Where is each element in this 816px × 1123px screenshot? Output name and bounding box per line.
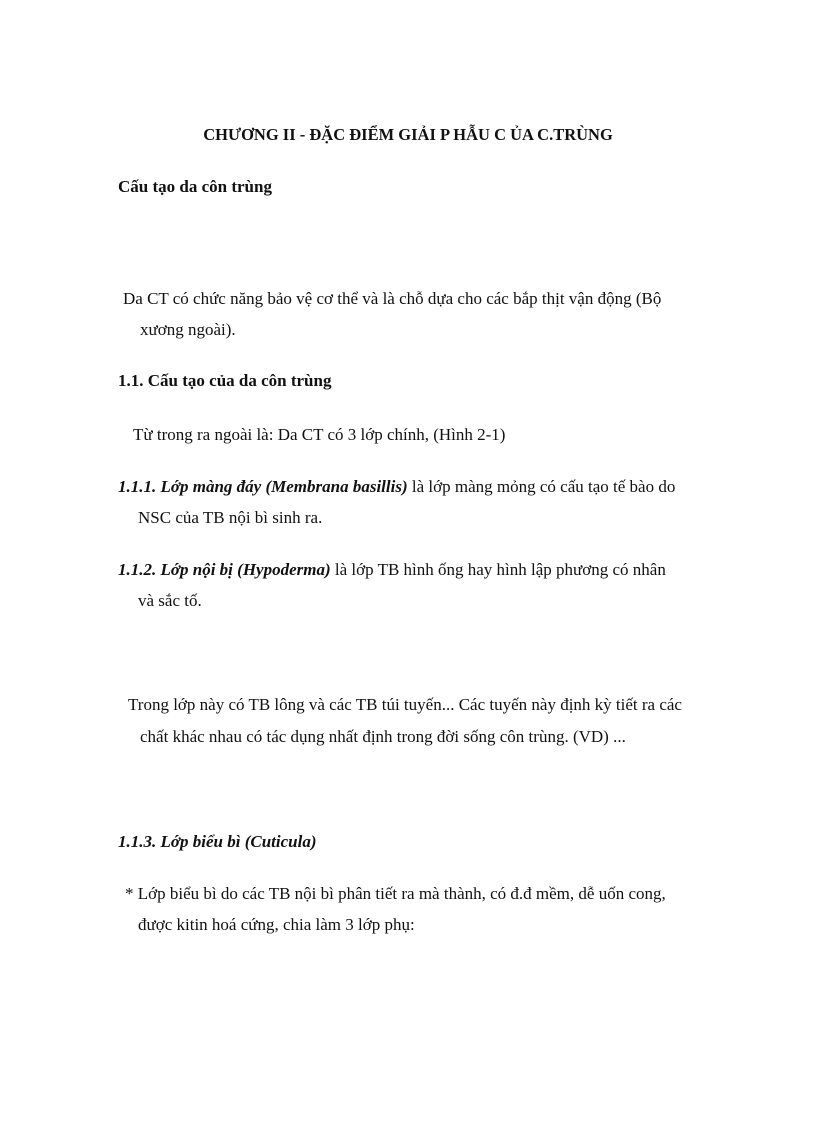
paragraph-1-1-2-line-1	[118, 559, 666, 581]
chapter-title: CHƯƠNG II - ĐẶC ĐIỂM GIẢI P HẪU C ỦA C.TRÙNG	[203, 125, 613, 144]
cuticula-paragraph-line-2: được kitin hoá cứng, chia làm 3 lớp phụ:	[138, 915, 415, 934]
heading-1-1-2: 1.1.2. Lớp nội bị (Hypoderma)	[118, 560, 331, 579]
paragraph-1-1-1-line-1	[118, 476, 675, 498]
text-1-1-2-rest: là lớp TB hình ống hay hình lập phương có nhân	[330, 560, 666, 579]
paragraph-1-1-2-line-2: và sắc tố.	[138, 591, 202, 610]
gland-paragraph-line-1: Trong lớp này có TB lông và các TB túi tuyến... Các tuyến này định kỳ tiết ra các	[128, 695, 682, 714]
heading-1-1-3: 1.1.3. Lớp biểu bì (Cuticula)	[118, 832, 317, 851]
section-heading: Cấu tạo da côn trùng	[118, 177, 272, 196]
heading-1-1: 1.1. Cấu tạo của da côn trùng	[118, 371, 332, 390]
paragraph-1-1-1-line-2: NSC của TB nội bì sinh ra.	[138, 508, 323, 527]
gland-paragraph-line-2: chất khác nhau có tác dụng nhất định trong đời sống côn trùng. (VD) ...	[140, 727, 626, 746]
cuticula-paragraph-line-1: * Lớp biểu bì do các TB nội bì phân tiết ra mà thành, có đ.đ mềm, dễ uốn cong,	[125, 884, 666, 903]
text-1-1: Từ trong ra ngoài là: Da CT có 3 lớp chính, (Hình 2-1)	[133, 425, 506, 444]
intro-line-2: xương ngoài).	[140, 320, 236, 339]
heading-1-1-1: 1.1.1. Lớp màng đáy (Membrana basillis)	[118, 477, 408, 496]
text-1-1-1-rest: là lớp màng mỏng có cấu tạo tế bào do	[407, 477, 676, 496]
intro-line-1: Da CT có chức năng bảo vệ cơ thể và là chỗ dựa cho các bắp thịt vận động (Bộ	[123, 289, 662, 308]
